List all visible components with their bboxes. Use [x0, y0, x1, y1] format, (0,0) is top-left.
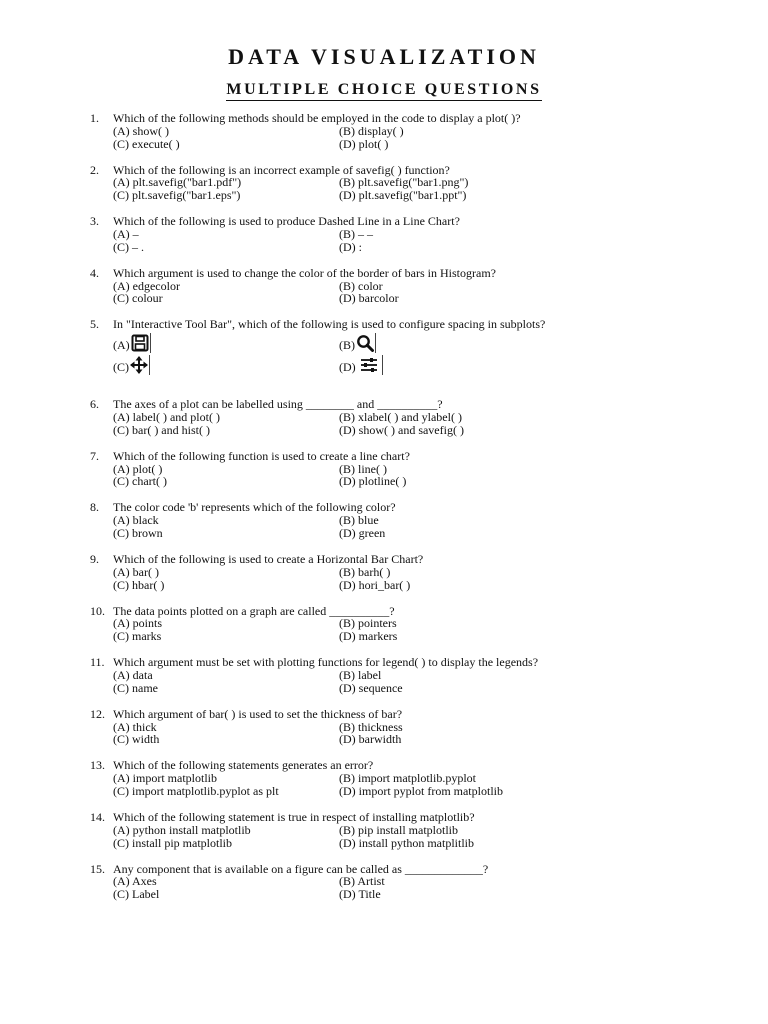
question-text: Which of the following is used to produce Dashed Line in a Line Chart?	[113, 214, 460, 229]
question-number: 1.	[90, 111, 99, 125]
option-c: (C) install pip matplotlib	[113, 835, 232, 850]
option-d: (D) plt.savefig("bar1.ppt")	[339, 188, 467, 203]
option-b	[339, 331, 376, 353]
pan-icon	[129, 355, 150, 375]
question-number: 4.	[90, 265, 99, 280]
option-d: (D) Title	[339, 887, 381, 902]
question-number: 13.	[90, 758, 105, 773]
option-b: (B) pip install matplotlib	[339, 822, 458, 837]
question-8	[0, 501, 768, 539]
option-c: (C) bar( ) and hist( )	[113, 422, 210, 437]
page-subtitle: MULTIPLE CHOICE QUESTIONS	[226, 80, 541, 101]
option-b: (B) blue	[339, 513, 379, 528]
question-10	[0, 605, 768, 643]
question-text: Which argument of bar( ) is used to set the thickness of bar?	[113, 706, 403, 721]
question-1	[0, 112, 768, 150]
question-12	[0, 708, 768, 746]
option-a: (A) import matplotlib	[113, 771, 217, 786]
option-b: (B) label	[339, 667, 382, 682]
question-text: In "Interactive Tool Bar", which of the following is used to configure spacing in subplots?	[113, 317, 546, 332]
subtitle-wrapper	[0, 80, 768, 101]
page-title: DATA VISUALIZATION	[228, 44, 540, 69]
question-number: 2.	[90, 162, 99, 177]
question-4	[0, 267, 768, 305]
question-text: Which argument must be set with plotting functions for legend( ) to display the legends?	[113, 655, 539, 670]
question-number: 3.	[90, 214, 99, 229]
option-d: (D) plotline( )	[339, 474, 407, 489]
question-15	[0, 863, 768, 901]
option-a-label: (A)	[113, 338, 130, 353]
option-c: (C) hbar( )	[113, 577, 165, 592]
question-number: 15.	[90, 861, 105, 876]
option-a: (A) bar( )	[113, 564, 159, 579]
question-2	[0, 164, 768, 202]
option-d: (D) plot( )	[339, 136, 389, 151]
option-c: (C) colour	[113, 291, 163, 306]
question-number: 11.	[90, 655, 105, 670]
option-a: (A) plt.savefig("bar1.pdf")	[113, 175, 242, 190]
question-3	[0, 215, 768, 253]
save-icon	[130, 333, 151, 353]
question-list	[0, 112, 768, 914]
option-b: (B) import matplotlib.pyplot	[339, 771, 476, 786]
option-d: (D) sequence	[339, 680, 403, 695]
question-13	[0, 759, 768, 797]
option-a: (A) Axes	[113, 874, 157, 889]
option-c-label: (C)	[113, 360, 129, 375]
question-number: 8.	[90, 500, 99, 515]
option-a: (A) plot( )	[113, 461, 163, 476]
question-text: Which of the following function is used to create a line chart?	[113, 448, 410, 463]
option-b: (B) xlabel( ) and ylabel( )	[339, 410, 462, 425]
option-c: (C) – .	[113, 239, 144, 254]
option-c: (C) plt.savefig("bar1.eps")	[113, 188, 241, 203]
option-b: (B) thickness	[339, 719, 403, 734]
option-c: (C) execute( )	[113, 136, 180, 151]
zoom-icon	[355, 333, 376, 353]
question-text: The color code 'b' represents which of the following color?	[113, 500, 396, 515]
option-d-label: (D)	[339, 360, 356, 375]
question-5	[0, 318, 768, 385]
question-number: 6.	[90, 397, 99, 412]
question-text: Which of the following statements generates an error?	[113, 758, 374, 773]
option-b: (B) line( )	[339, 461, 387, 476]
option-b: (B) – –	[339, 226, 373, 241]
question-number: 7.	[90, 448, 99, 463]
option-c: (C) chart( )	[113, 474, 167, 489]
option-d: (D) barwidth	[339, 732, 402, 747]
option-a: (A) edgecolor	[113, 278, 180, 293]
option-b: (B) display( )	[339, 123, 404, 138]
question-number: 5.	[90, 317, 99, 332]
option-d: (D) hori_bar( )	[339, 577, 411, 592]
option-b-label: (B)	[339, 338, 355, 353]
question-6	[0, 398, 768, 436]
option-a: (A) thick	[113, 719, 157, 734]
option-a	[113, 331, 151, 353]
question-text: Which of the following is used to create a Horizontal Bar Chart?	[113, 552, 424, 567]
question-14	[0, 811, 768, 849]
option-b: (B) barh( )	[339, 564, 391, 579]
option-c: (C) width	[113, 732, 160, 747]
option-a: (A) points	[113, 616, 162, 631]
option-c: (C) import matplotlib.pyplot as plt	[113, 783, 279, 798]
question-7	[0, 450, 768, 488]
option-d	[339, 353, 383, 375]
option-c: (C) marks	[113, 629, 162, 644]
option-c: (C) name	[113, 680, 158, 695]
option-b: (B) Artist	[339, 874, 385, 889]
option-a: (A) python install matplotlib	[113, 822, 251, 837]
option-c	[113, 353, 150, 375]
option-d: (D) barcolor	[339, 291, 399, 306]
question-number: 9.	[90, 552, 99, 567]
question-text: Which argument is used to change the color of the border of bars in Histogram?	[113, 265, 496, 280]
option-d: (D) import pyplot from matplotlib	[339, 783, 503, 798]
question-text: The data points plotted on a graph are called __________?	[113, 603, 395, 618]
option-a: (A) black	[113, 513, 159, 528]
option-a: (A) show( )	[113, 123, 169, 138]
question-text: Which of the following methods should be employed in the code to display a plot( )?	[113, 111, 521, 125]
option-b: (B) plt.savefig("bar1.png")	[339, 175, 469, 190]
question-text: Any component that is available on a figure can be called as _____________?	[113, 861, 489, 876]
option-b: (B) pointers	[339, 616, 397, 631]
question-number: 10.	[90, 603, 105, 618]
question-9	[0, 553, 768, 591]
option-a: (A) –	[113, 226, 139, 241]
option-a: (A) label( ) and plot( )	[113, 410, 220, 425]
option-b: (B) color	[339, 278, 383, 293]
option-a: (A) data	[113, 667, 153, 682]
option-d: (D) install python matplitlib	[339, 835, 474, 850]
question-number: 12.	[90, 706, 105, 721]
question-text: Which of the following statement is true in respect of installing matplotlib?	[113, 809, 475, 824]
option-d: (D) :	[339, 239, 362, 254]
question-text: Which of the following is an incorrect example of savefig( ) function?	[113, 162, 450, 177]
subplots-config-icon	[356, 355, 383, 375]
option-c: (C) brown	[113, 526, 163, 541]
question-text: The axes of a plot can be labelled using ________ and __________?	[113, 397, 443, 412]
question-number: 14.	[90, 809, 105, 824]
option-c: (C) Label	[113, 887, 160, 902]
question-11	[0, 656, 768, 694]
option-d: (D) show( ) and savefig( )	[339, 422, 464, 437]
option-d: (D) green	[339, 526, 386, 541]
option-d: (D) markers	[339, 629, 398, 644]
